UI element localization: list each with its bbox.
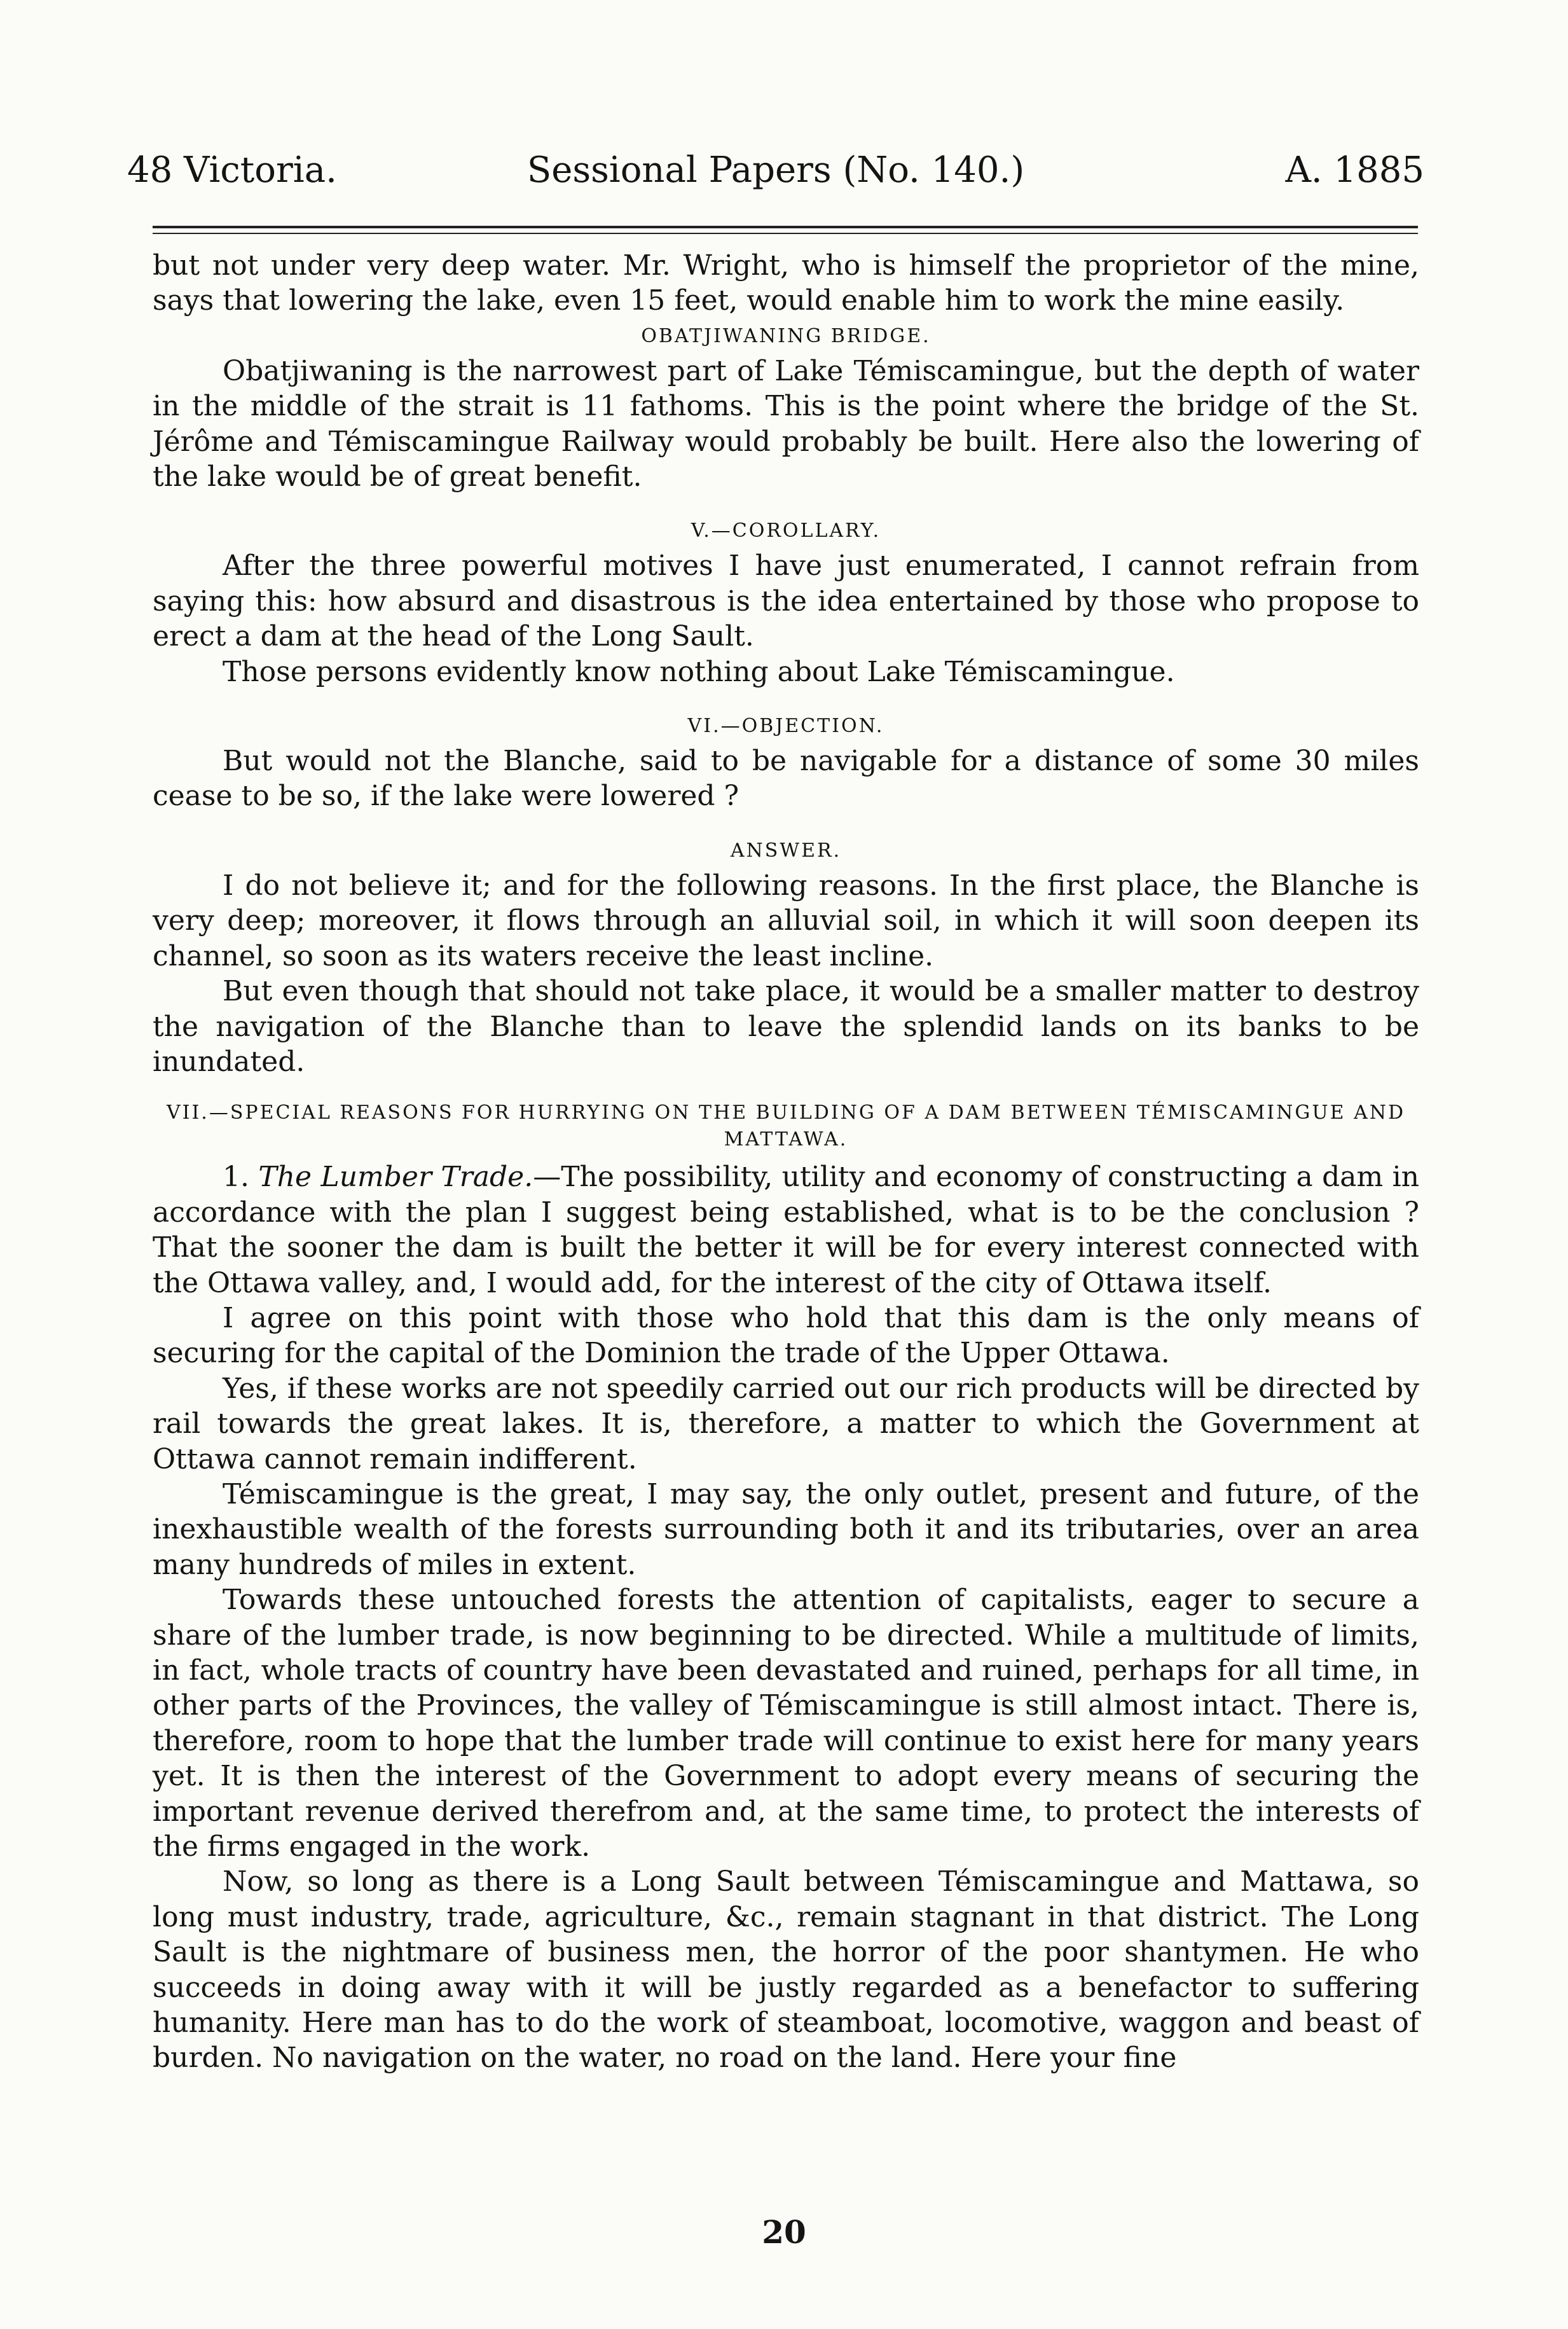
header-rule-thick — [153, 226, 1418, 228]
heading-objection: VI.—OBJECTION. — [687, 715, 884, 738]
heading-corollary: V.—COROLLARY. — [691, 520, 881, 543]
heading-answer: ANSWER. — [730, 839, 842, 862]
paragraph-towards: Towards these untouched forests the attention of capitalists, eager to secure a share of the lumber trade, is now beginning to be directed. While a multitude of limits, in fact, whole tracts of country have been devastated and ruined, perhaps for all time, in other parts of the Provinces, the valley of Témiscamingue is still almost intact. There is, therefore, room to hope that the lumber trade will continue to exist here for many years yet. It is then the interest of the Government to adopt every means of securing the important revenue derived therefrom and, at the same time, to protect the interests of the firms engaged in the work. — [153, 1584, 1419, 1863]
paragraph-yes: Yes, if these works are not speedily carried out our rich products will be directed by rail towards the great lakes. It is, therefore, a matter to which the Government at Ottawa cannot remain indifferent. — [153, 1372, 1419, 1475]
paragraph-intro: but not under very deep water. Mr. Wright, who is himself the proprietor of the mine, says that lowering the lake, even 15 feet, would enable him to work the mine easily. — [153, 249, 1419, 317]
heading-obatjiwaning-bridge: OBATJIWANING BRIDGE. — [641, 324, 931, 347]
body-text — [153, 248, 1419, 2076]
paragraph-answer-1: I do not believe it; and for the following reasons. In the first place, the Blanche is very deep; moreover, it flows through an alluvial soil, in which it will soon deepen its channel, so soon as its waters receive the least incline. — [153, 869, 1419, 972]
paragraph-corollary-2: Those persons evidently know nothing about Lake Témiscamingue. — [223, 655, 1175, 688]
paragraph-lumber-trade-text: —The possibility, utility and economy of constructing a dam in accordance with the plan I suggest being established, what is to be the conclusion ? That the sooner the dam is built the better it will be for every interest connected with the Ottawa valley, and, I would add, for the interest of the city of Ottawa itself. — [153, 1161, 1419, 1299]
paragraph-bridge: Obatjiwaning is the narrowest part of Lake Témiscamingue, but the depth of water in the middle of the strait is 11 fathoms. This is the point where the bridge of the St. Jérôme and Témiscamingue Railway would probably be built. Here also the lowering of the lake would be of great benefit. — [153, 354, 1419, 494]
header-year: A. 1885 — [1285, 149, 1424, 191]
paragraph-answer-2: But even though that should not take place, it would be a smaller matter to destroy the navigation of the Blanche than to leave the splendid lands on its banks to be inundated. — [153, 975, 1419, 1078]
heading-special-reasons: VII.—SPECIAL REASONS FOR HURRYING ON THE BUILDING OF A DAM BETWEEN TÉMISCAMINGUE AND MATTAWA. — [166, 1102, 1406, 1151]
section-number: 1. — [223, 1161, 249, 1194]
paragraph-now: Now, so long as there is a Long Sault between Témiscamingue and Mattawa, so long must industry, trade, agriculture, &c., remain stagnant in that district. The Long Sault is the nightmare of business men, the horror of the poor shantymen. He who succeeds in doing away with it will be justly regarded as a benefactor to suffering humanity. Here man has to do the work of steamboat, locomotive, waggon and beast of burden. No navigation on the water, no road on the land. Here your fine — [153, 1865, 1419, 2075]
header-title: Sessional Papers (No. 140.) — [526, 149, 1025, 191]
header-session: 48 Victoria. — [127, 149, 337, 191]
paragraph-temiscamingue: Témiscamingue is the great, I may say, the only outlet, present and future, of the inexhaustible wealth of the forests surrounding both it and its tributaries, over an area many hundreds of miles in extent. — [153, 1477, 1419, 1581]
paragraph-lumber-trade — [153, 1159, 1419, 1301]
paragraph-corollary-1: After the three powerful motives I have just enumerated, I cannot refrain from saying this: how absurd and disastrous is the idea entertained by those who propose to erect a dam at the head of the Long Sault. — [153, 549, 1419, 653]
header-rule-thin — [153, 233, 1418, 234]
paragraph-objection: But would not the Blanche, said to be navigable for a distance of some 30 miles cease to be so, if the lake were lowered ? — [153, 745, 1419, 813]
section-title-lumber-trade: The Lumber Trade. — [258, 1161, 533, 1194]
page-number: 20 — [762, 2213, 806, 2251]
paragraph-agree: I agree on this point with those who hold that this dam is the only means of securing for the capital of the Dominion the trade of the Upper Ottawa. — [153, 1301, 1419, 1370]
running-header — [127, 149, 1424, 207]
